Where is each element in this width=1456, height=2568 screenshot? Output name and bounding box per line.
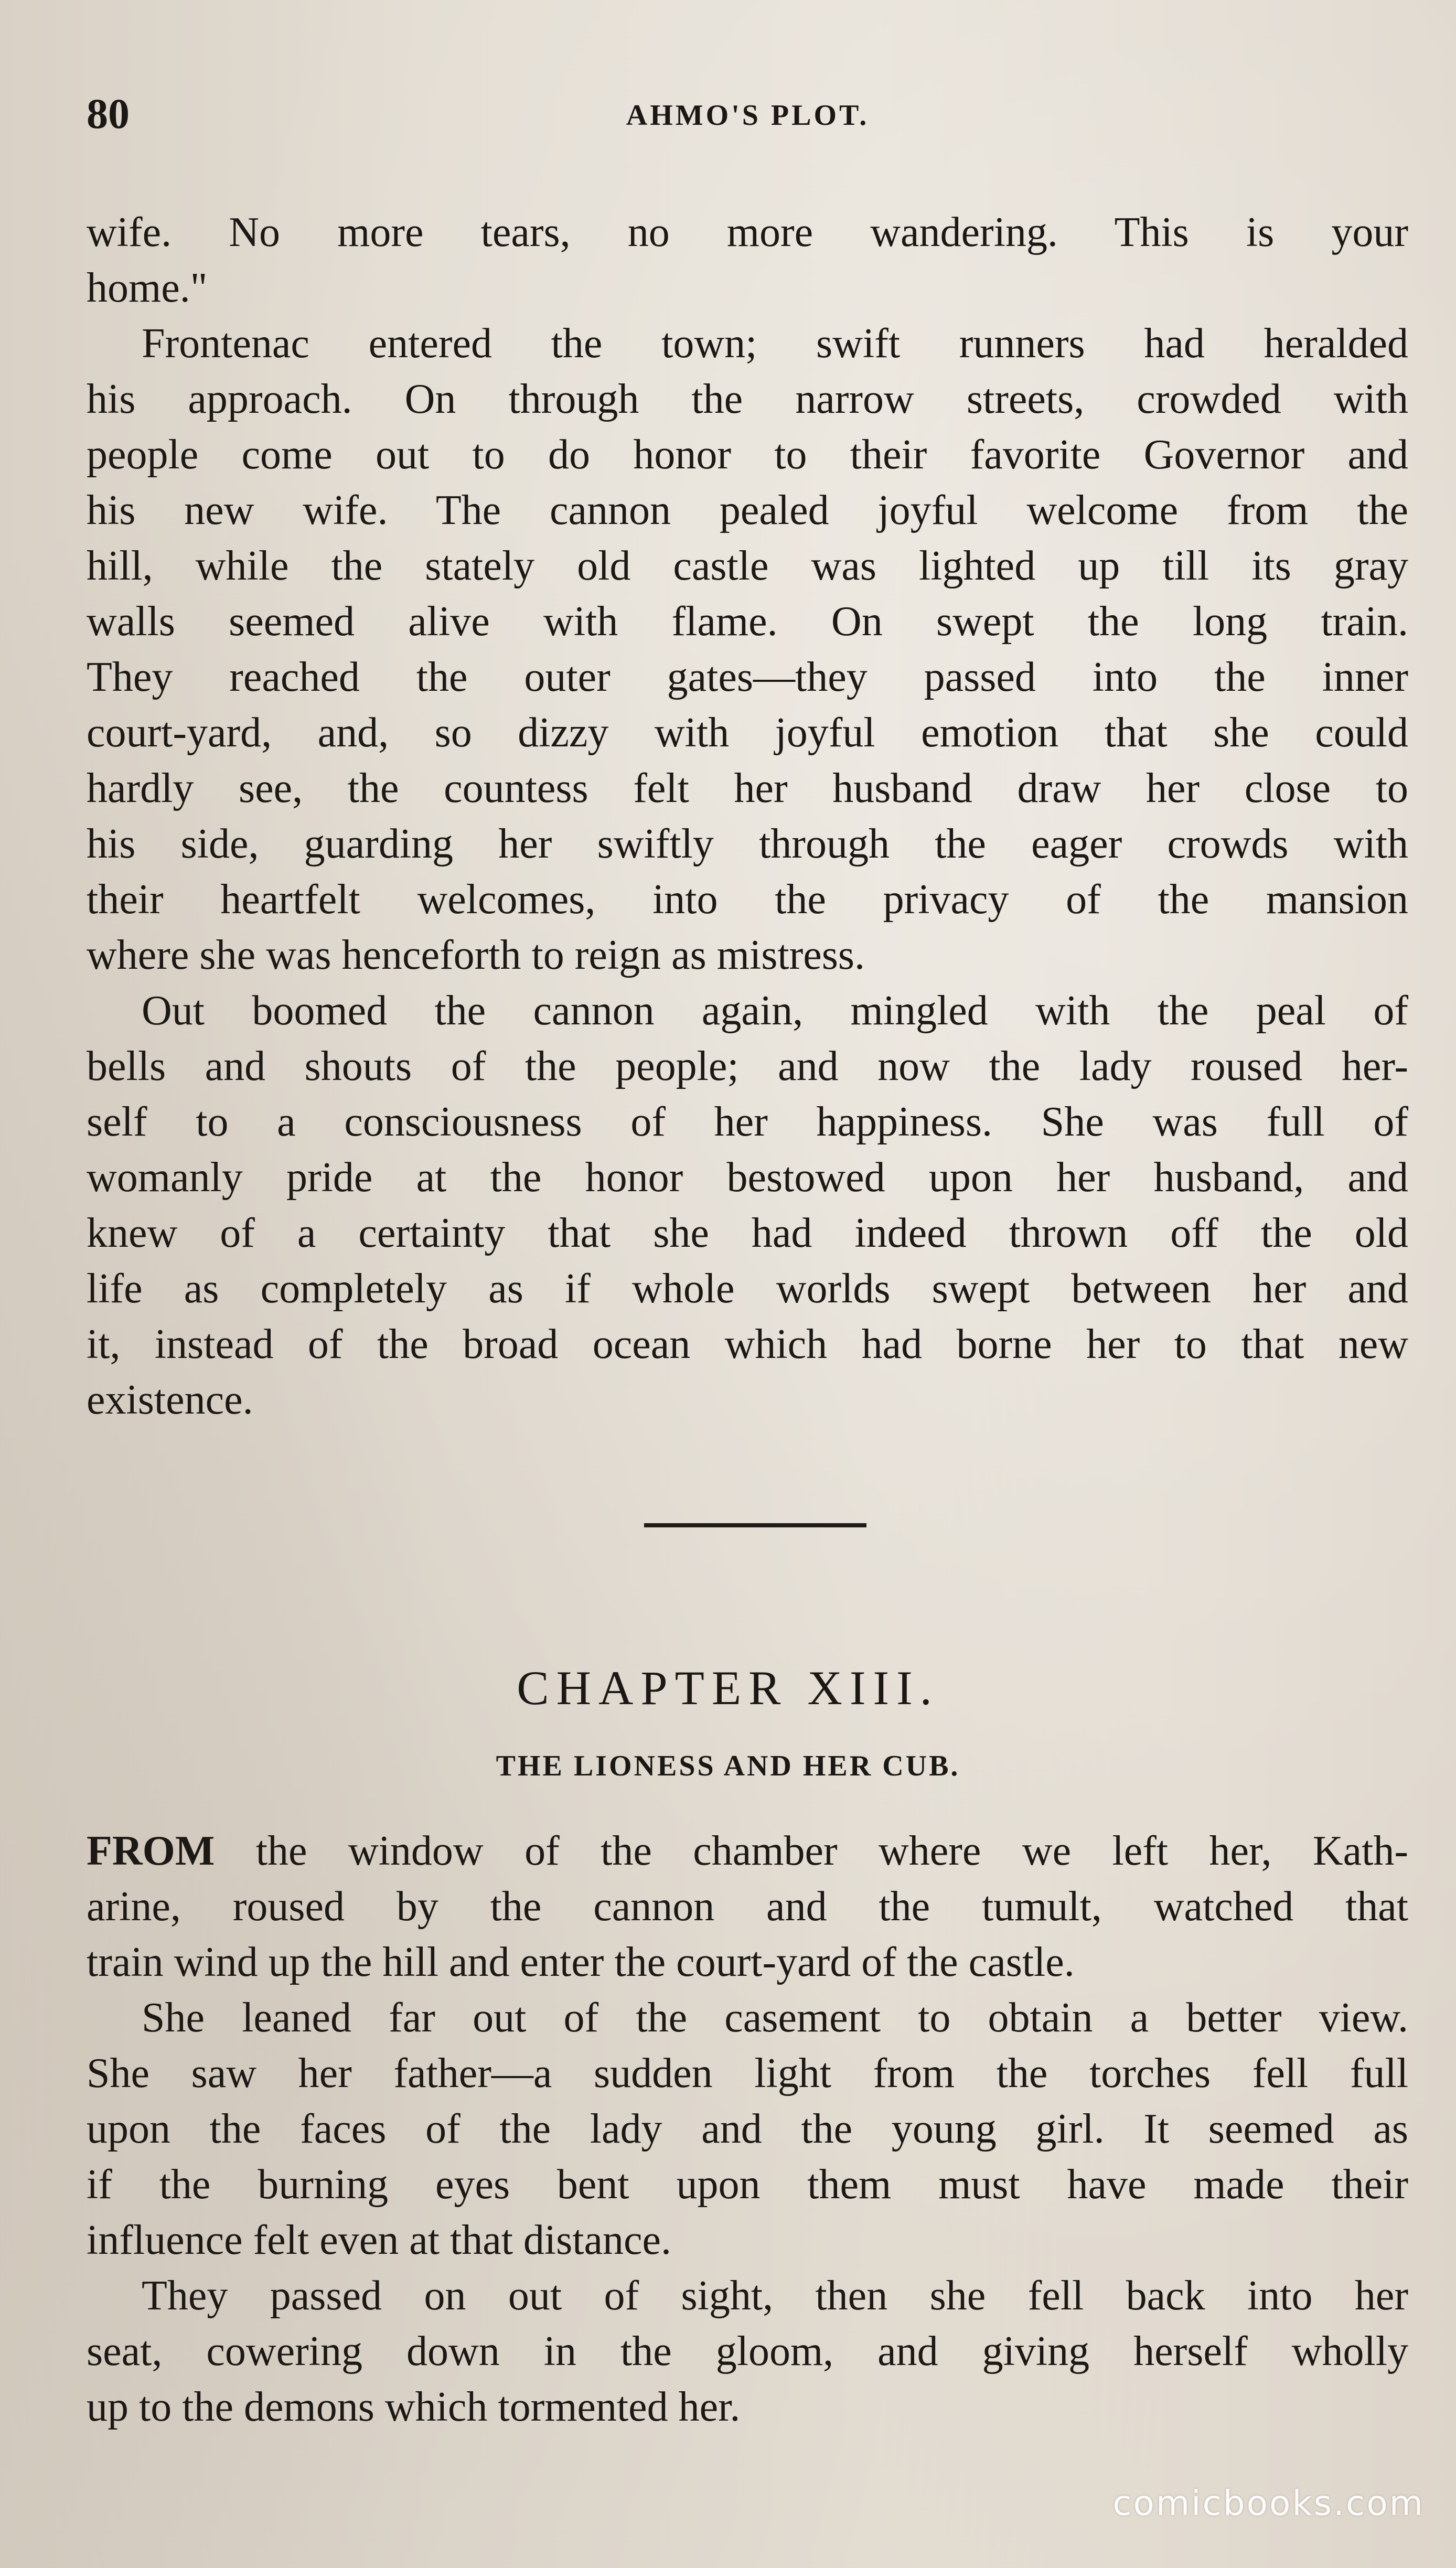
text-line: his approach. On through the narrow streets, crowded with bbox=[87, 376, 1408, 422]
text-line: their heartfelt welcomes, into the privacy of the mansion bbox=[87, 876, 1408, 923]
text-line: influence felt even at that distance. bbox=[87, 2217, 672, 2263]
text-line: it, instead of the broad ocean which had borne her to that new bbox=[87, 1321, 1408, 1367]
page-number: 80 bbox=[87, 90, 130, 137]
text-line: life as completely as if whole worlds swept between her and bbox=[87, 1266, 1408, 1312]
running-head: AHMO'S PLOT. bbox=[626, 99, 870, 132]
text-line: if the burning eyes bent upon them must have made their bbox=[87, 2162, 1408, 2208]
text-line: arine, roused by the cannon and the tumult, watched that bbox=[87, 1884, 1408, 1930]
chapter-subtitle: THE LIONESS AND HER CUB. bbox=[496, 1750, 960, 1782]
text-line: home." bbox=[87, 265, 208, 311]
text-line: upon the faces of the lady and the young girl. It seemed as bbox=[87, 2106, 1408, 2152]
text-line: hill, while the stately old castle was lighted up till its gray bbox=[87, 543, 1408, 589]
text-line: self to a consciousness of her happiness. She was full of bbox=[87, 1099, 1408, 1145]
text-line: his new wife. The cannon pealed joyful welcome from the bbox=[87, 487, 1408, 533]
text-block-before-chapter bbox=[87, 205, 1408, 1428]
text-line: seat, cowering down in the gloom, and giving herself wholly bbox=[87, 2328, 1408, 2374]
text-line: She leaned far out of the casement to obtain a better view. bbox=[142, 1995, 1408, 2041]
text-line: his side, guarding her swiftly through the eager crowds with bbox=[87, 821, 1408, 867]
text-line: up to the demons which tormented her. bbox=[87, 2384, 741, 2430]
text-line: existence. bbox=[87, 1377, 253, 1423]
text-line: bells and shouts of the people; and now the lady roused her- bbox=[87, 1043, 1408, 1089]
chapter-lead-word: FROM bbox=[87, 1828, 215, 1874]
text-line-rest: the window of the chamber where we left her, Kath- bbox=[215, 1828, 1408, 1874]
text-line: knew of a certainty that she had indeed thrown off the old bbox=[87, 1210, 1408, 1256]
text-line: They reached the outer gates—they passed into the inner bbox=[87, 654, 1408, 700]
text-line: people come out to do honor to their favorite Governor and bbox=[87, 432, 1408, 478]
chapter-title: CHAPTER XIII. bbox=[517, 1661, 939, 1715]
text-block-chapter-body bbox=[87, 1823, 1408, 2435]
text-line bbox=[87, 1823, 1408, 1879]
page-header bbox=[87, 89, 1409, 152]
watermark: comicbooks.com bbox=[1112, 2483, 1425, 2523]
text-line: where she was henceforth to reign as mistress. bbox=[87, 932, 865, 978]
section-divider bbox=[644, 1523, 866, 1527]
text-line: train wind up the hill and enter the court-yard of the castle. bbox=[87, 1939, 1075, 1985]
text-line: They passed on out of sight, then she fell back into her bbox=[142, 2273, 1408, 2319]
text-line: court-yard, and, so dizzy with joyful emotion that she could bbox=[87, 710, 1408, 756]
text-line: She saw her father—a sudden light from the torches fell full bbox=[87, 2050, 1408, 2096]
text-line: Frontenac entered the town; swift runners had heralded bbox=[142, 320, 1408, 367]
text-line: hardly see, the countess felt her husband draw her close to bbox=[87, 765, 1408, 811]
text-line: womanly pride at the honor bestowed upon her husband, and bbox=[87, 1154, 1408, 1201]
text-line: walls seemed alive with flame. On swept the long train. bbox=[87, 598, 1408, 645]
text-line: Out boomed the cannon again, mingled with the peal of bbox=[142, 988, 1408, 1034]
text-line: wife. No more tears, no more wandering. This is your bbox=[87, 209, 1408, 255]
